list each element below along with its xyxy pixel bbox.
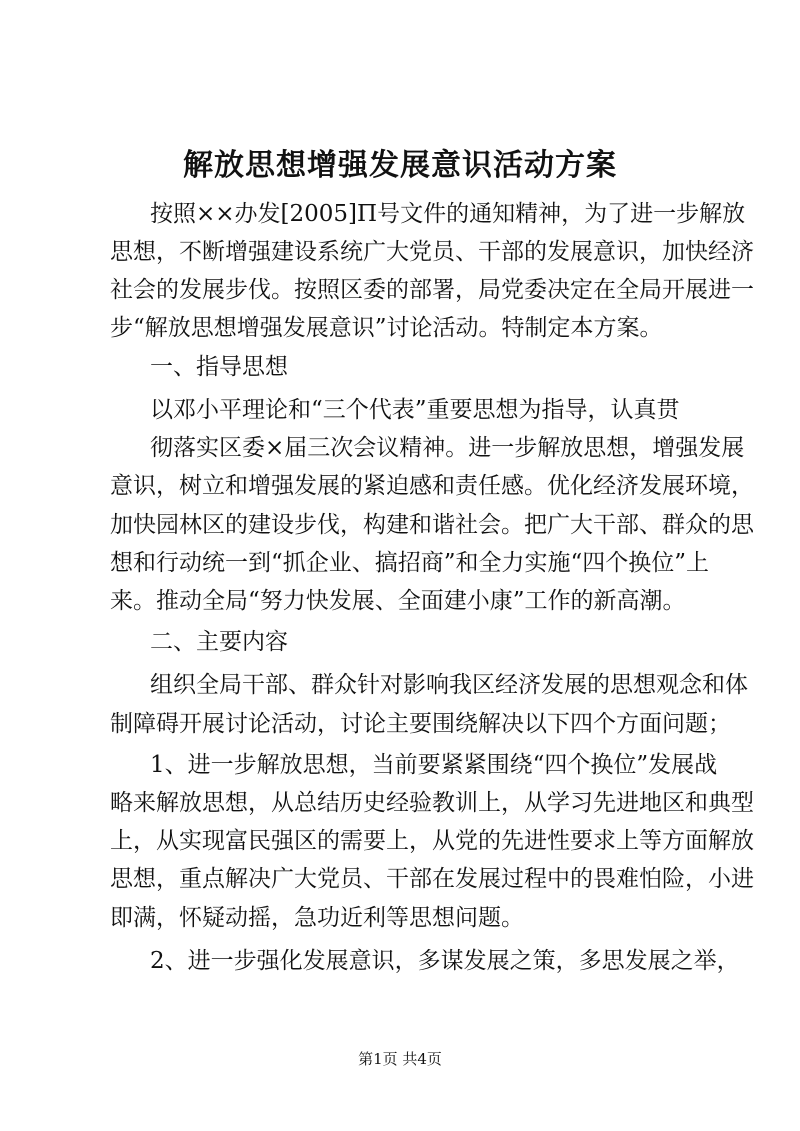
paragraph-line: 略来解放思想，从总结历史经验教训上，从学习先进地区和典型 bbox=[110, 790, 754, 816]
paragraph-line: 2、进一步强化发展意识，多谋发展之策，多思发展之举， bbox=[150, 948, 740, 974]
paragraph-line: 上，从实现富民强区的需要上，从党的先进性要求上等方面解放 bbox=[110, 828, 754, 854]
paragraph-line: 思想，不断增强建设系统广大党员、干部的发展意识，加快经济 bbox=[110, 239, 754, 265]
paragraph-line: 加快园林区的建设步伐，构建和谐社会。把广大干部、群众的思 bbox=[110, 512, 754, 538]
paragraph-line: 步“解放思想增强发展意识”讨论活动。特制定本方案。 bbox=[110, 315, 663, 341]
paragraph-line: 彻落实区委×届三次会议精神。进一步解放思想，增强发展 bbox=[150, 435, 745, 461]
section-heading: 二、主要内容 bbox=[150, 629, 288, 655]
paragraph-line: 来。推动全局“努力快发展、全面建小康”工作的新高潮。 bbox=[110, 588, 686, 614]
paragraph-line: 社会的发展步伐。按照区委的部署，局党委决定在全局开展进一 bbox=[110, 277, 754, 303]
paragraph-line: 1、进一步解放思想，当前要紧紧围绕“四个换位”发展战 bbox=[150, 752, 718, 778]
page-footer: 第1页 共4页 bbox=[358, 1050, 442, 1068]
paragraph-line: 以邓小平理论和“三个代表”重要思想为指导，认真贯 bbox=[150, 397, 680, 423]
paragraph-line: 意识，树立和增强发展的紧迫感和责任感。优化经济发展环境， bbox=[110, 473, 754, 499]
paragraph-line: 想和行动统一到“抓企业、搞招商”和全力实施“四个换位”上 bbox=[110, 550, 710, 576]
paragraph-line: 组织全局干部、群众针对影响我区经济发展的思想观念和体 bbox=[150, 672, 748, 698]
paragraph-line: 即满，怀疑动摇，急功近利等思想问题。 bbox=[110, 905, 524, 931]
section-heading: 一、指导思想 bbox=[150, 354, 288, 380]
document-title: 解放思想增强发展意识活动方案 bbox=[183, 148, 617, 183]
paragraph-line: 按照××办发[2005]Π号文件的通知精神，为了进一步解放 bbox=[150, 201, 746, 227]
paragraph-line: 制障碍开展讨论活动，讨论主要围绕解决以下四个方面问题； bbox=[110, 711, 731, 737]
paragraph-line: 思想，重点解决广大党员、干部在发展过程中的畏难怕险，小进 bbox=[110, 866, 754, 892]
